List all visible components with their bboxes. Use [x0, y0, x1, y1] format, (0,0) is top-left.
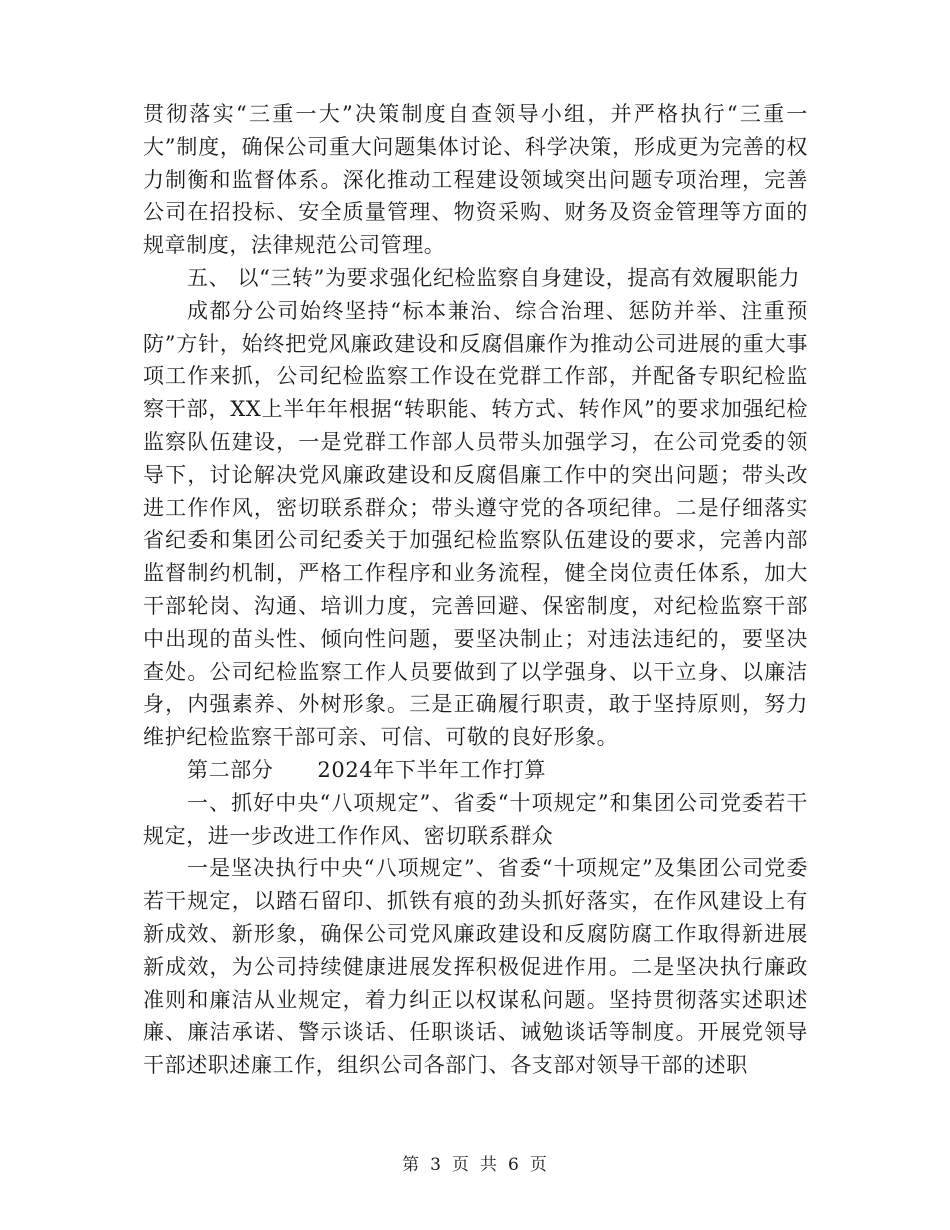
footer-page-word: 页 — [452, 1155, 470, 1175]
paragraph-chengdu-branch: 成都分公司始终坚持“标本兼治、综合治理、惩防并举、注重预防”方针，始终把党风廉政建设和反腐倡廉作为推动公司进展的重大事项工作来抓，公司纪检监察工作设在党群工作部，并配备专职纪检监察干部，XX上半年年根据“转职能、转方式、转作风”的要求加强纪检监察队伍建设，一是党群工作部人员带头加强学习，在公司党委的领导下，讨论解决党风廉政建设和反腐倡廉工作中的突出问题；带头改进工作作风，密切联系群众；带头遵守党的各项纪律。二是仔细落实省纪委和集团公司纪委关于加强纪检监察队伍建设的要求，完善内部监督制约机制，严格工作程序和业务流程，健全岗位责任体系，加大干部轮岗、沟通、培训力度，完善回避、保密制度，对纪检监察干部中出现的苗头性、倾向性问题，要坚决制止；对违法违纪的，要坚决查处。公司纪检监察工作人员要做到了以学强身、以干立身、以廉洁身，内强素养、外树形象。三是正确履行职责，敢于坚持原则，努力维护纪检监察干部可亲、可信、可敬的良好形象。 — [143, 298, 808, 750]
page-footer — [0, 1150, 950, 1175]
footer-total-word: 共 — [480, 1155, 498, 1175]
footer-suffix: 页 — [529, 1155, 548, 1175]
document-body — [143, 98, 808, 1082]
part-two-heading — [143, 754, 808, 787]
part-two-label: 第二部分 — [187, 757, 274, 782]
current-page-number: 3 — [430, 1155, 442, 1175]
paragraph-continued: 贯彻落实“三重一大”决策制度自查领导小组，并严格执行“三重一大”制度，确保公司重大问题集体讨论、科学决策，形成更为完善的权力制衡和监督体系。深化推动工程建设领域突出问题专项治理，完善公司在招投标、安全质量管理、物资采购、财务及资金管理等方面的规章制度，法律规范公司管理。 — [143, 102, 808, 258]
total-page-number: 6 — [508, 1155, 520, 1175]
footer-prefix: 第 — [402, 1155, 421, 1175]
paragraph-eight-rules: 一是坚决执行中央“八项规定”、省委“十项规定”及集团公司党委若干规定，以踏石留印、抓铁有痕的劲头抓好落实，在作风建设上有新成效、新形象，确保公司党风廉政建设和反腐防腐工作取得新进展新成效，为公司持续健康进展发挥积极促进作用。二是坚决执行廉政准则和廉洁从业规定，着力纠正以权谋私问题。坚持贯彻落实述职述廉、廉洁承诺、警示谈话、任职谈话、诫勉谈话等制度。开展党领导干部述职述廉工作，组织公司各部门、各支部对领导干部的述职 — [143, 856, 808, 1078]
section-heading-five: 五、 以“三转”为要求强化纪检监察自身建设，提高有效履职能力 — [187, 265, 801, 290]
section-heading-one: 一、抓好中央“八项规定”、省委“十项规定”和集团公司党委若干规定，进一步改进工作作风、密切联系群众 — [143, 790, 808, 848]
part-two-title: 2024年下半年工作打算 — [317, 757, 547, 782]
